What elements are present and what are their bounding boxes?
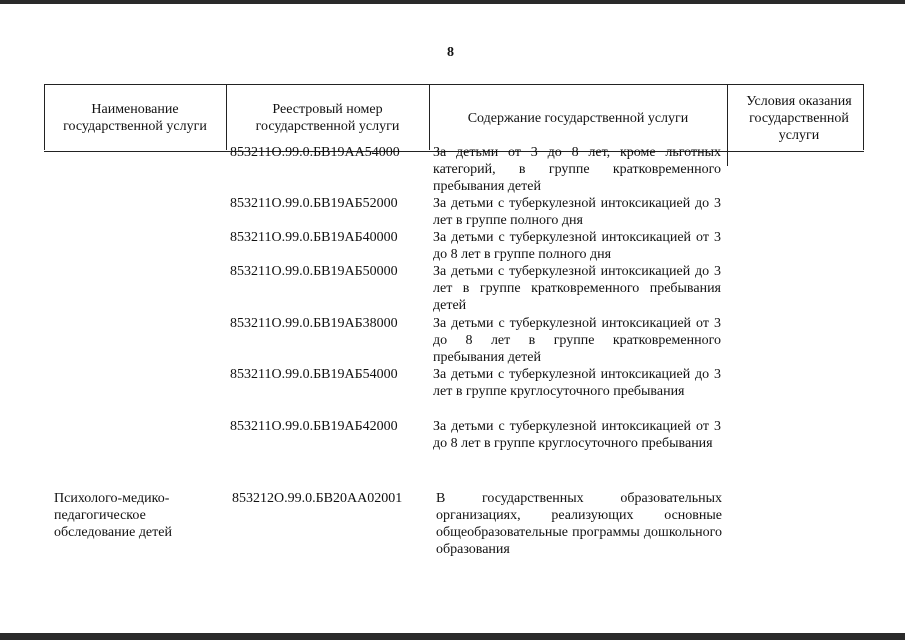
service-content-cell: За детьми от 3 до 8 лет, кроме льготных категорий, в группе кратковременного пребывания детей — [433, 145, 721, 194]
registry-number-cell: 853211О.99.0.БВ19АБ54000 — [230, 367, 398, 382]
registry-number-cell: 853211О.99.0.БВ19АБ38000 — [230, 316, 398, 331]
registry-number-cell: 853211О.99.0.БВ19АБ50000 — [230, 264, 398, 279]
column-divider — [727, 84, 728, 166]
registry-number-cell: 853211О.99.0.БВ19АБ52000 — [230, 196, 398, 211]
registry-number-cell: 853211О.99.0.БВ19АБ40000 — [230, 230, 398, 245]
column-divider — [44, 84, 45, 150]
column-divider — [429, 84, 430, 150]
service-content-cell: В государственных образовательных организациях, реализующих основные общеобразовательные программы дошкольного образования — [436, 491, 722, 557]
service-content-cell: За детьми с туберкулезной интоксикацией до 3 лет в группе полного дня — [433, 196, 721, 228]
service-content-cell: За детьми с туберкулезной интоксикацией от 3 до 8 лет в группе полного дня — [433, 230, 721, 262]
page-number: 8 — [447, 45, 454, 60]
table-header — [44, 84, 864, 152]
header-service-conditions: Условия оказания государственной услуги — [746, 93, 852, 143]
column-divider — [863, 84, 864, 150]
registry-number-cell: 853211О.99.0.БВ19АБ42000 — [230, 419, 398, 434]
service-content-cell: За детьми с туберкулезной интоксикацией до 3 лет в группе круглосуточного пребывания — [433, 367, 721, 399]
top-border — [0, 0, 905, 4]
header-service-content: Содержание государственной услуги — [467, 110, 689, 126]
header-registry-number: Реестровый номер государственной услуги — [255, 102, 400, 134]
registry-number-cell: 853211О.99.0.БВ19АА54000 — [230, 145, 400, 160]
service-content-cell: За детьми с туберкулезной интоксикацией до 3 лет в группе кратковременного пребывания детей — [433, 264, 721, 313]
header-service-name: Наименование государственной услуги — [63, 102, 207, 134]
service-content-cell: За детьми с туберкулезной интоксикацией от 3 до 8 лет в группе круглосуточного пребывания — [433, 419, 721, 451]
service-name-cell: Психолого-медико-педагогическое обследование детей — [54, 491, 172, 540]
column-divider — [226, 84, 227, 150]
registry-number-cell: 853212О.99.0.БВ20АА02001 — [232, 491, 403, 506]
service-content-cell: За детьми с туберкулезной интоксикацией от 3 до 8 лет в группе кратковременного пребывания детей — [433, 316, 721, 365]
bottom-border — [0, 633, 905, 640]
